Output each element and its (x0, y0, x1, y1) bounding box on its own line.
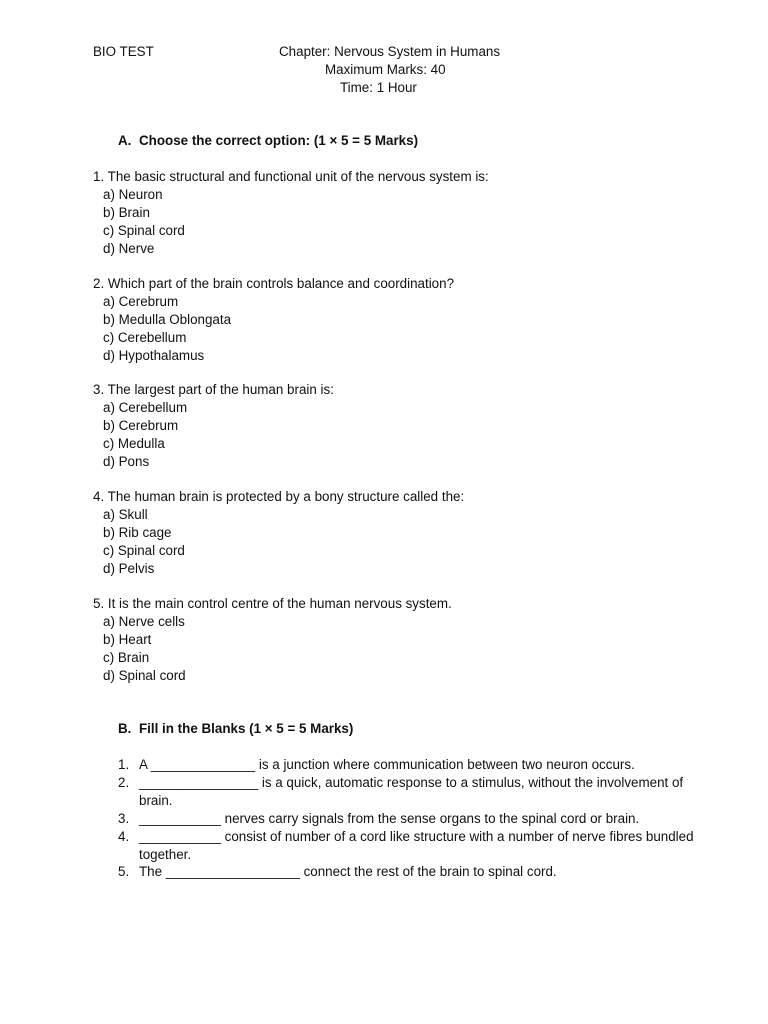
list-item (118, 828, 698, 864)
question-1 (93, 168, 489, 258)
option-b: b) Brain (103, 204, 150, 220)
option-b: b) Rib cage (103, 524, 172, 540)
question-text: 2. Which part of the brain controls balance and coordination? (93, 276, 455, 291)
question-text: 4. The human brain is protected by a bony structure called the: (93, 489, 465, 504)
option-a: a) Cerebrum (103, 293, 179, 309)
option-d: d) Nerve (103, 240, 155, 256)
option-a: a) Nerve cells (103, 613, 185, 629)
fill-blanks-list (118, 756, 698, 881)
item-number: 1. (118, 757, 130, 772)
list-item (118, 774, 698, 810)
question-text: 1. The basic structural and functional unit of the nervous system is: (93, 169, 489, 184)
option-d: d) Pelvis (103, 560, 155, 576)
option-c: c) Spinal cord (103, 542, 185, 558)
item-number: 3. (118, 810, 130, 826)
section-a-label: A. (118, 133, 132, 148)
option-c: c) Brain (103, 649, 150, 665)
question-2 (93, 275, 454, 365)
section-a-title: Choose the correct option: (1 × 5 = 5 Marks) (139, 133, 419, 148)
item-text: ___________ consist of number of a cord like structure with a number of nerve fibres bundled together. (139, 828, 694, 862)
item-text: ___________ nerves carry signals from the sense organs to the spinal cord or brain. (139, 810, 640, 826)
question-3 (93, 381, 334, 471)
section-b-title: Fill in the Blanks (1 × 5 = 5 Marks) (139, 721, 354, 736)
item-number: 4. (118, 828, 130, 844)
list-item (118, 863, 698, 881)
list-item (118, 810, 698, 828)
test-label: BIO TEST (93, 44, 154, 59)
option-a: a) Skull (103, 506, 148, 522)
question-4 (93, 488, 464, 578)
option-a: a) Cerebellum (103, 399, 188, 415)
item-number: 5. (118, 864, 130, 880)
item-text: ________________ is a quick, automatic response to a stimulus, without the involvement of brain. (139, 774, 684, 808)
section-a-heading (118, 132, 418, 150)
item-text: The __________________ connect the rest of the brain to spinal cord. (139, 864, 557, 880)
option-b: b) Medulla Oblongata (103, 311, 232, 327)
section-b-label: B. (118, 721, 132, 736)
option-c: c) Cerebellum (103, 329, 187, 345)
item-text: A ______________ is a junction where communication between two neuron occurs. (139, 757, 635, 772)
option-b: b) Cerebrum (103, 417, 179, 433)
question-5 (93, 595, 452, 685)
list-item (118, 756, 698, 774)
maximum-marks: Maximum Marks: 40 (325, 62, 446, 77)
question-text: 3. The largest part of the human brain is: (93, 382, 334, 397)
option-d: d) Spinal cord (103, 667, 186, 683)
option-c: c) Medulla (103, 435, 165, 451)
item-number: 2. (118, 774, 130, 790)
chapter-title: Chapter: Nervous System in Humans (279, 44, 501, 59)
option-a: a) Neuron (103, 186, 163, 202)
question-text: 5. It is the main control centre of the human nervous system. (93, 596, 452, 611)
option-d: d) Pons (103, 453, 150, 469)
option-b: b) Heart (103, 631, 152, 647)
section-b-heading (118, 720, 353, 738)
time-limit: Time: 1 Hour (340, 80, 417, 95)
option-d: d) Hypothalamus (103, 347, 205, 363)
option-c: c) Spinal cord (103, 222, 185, 238)
